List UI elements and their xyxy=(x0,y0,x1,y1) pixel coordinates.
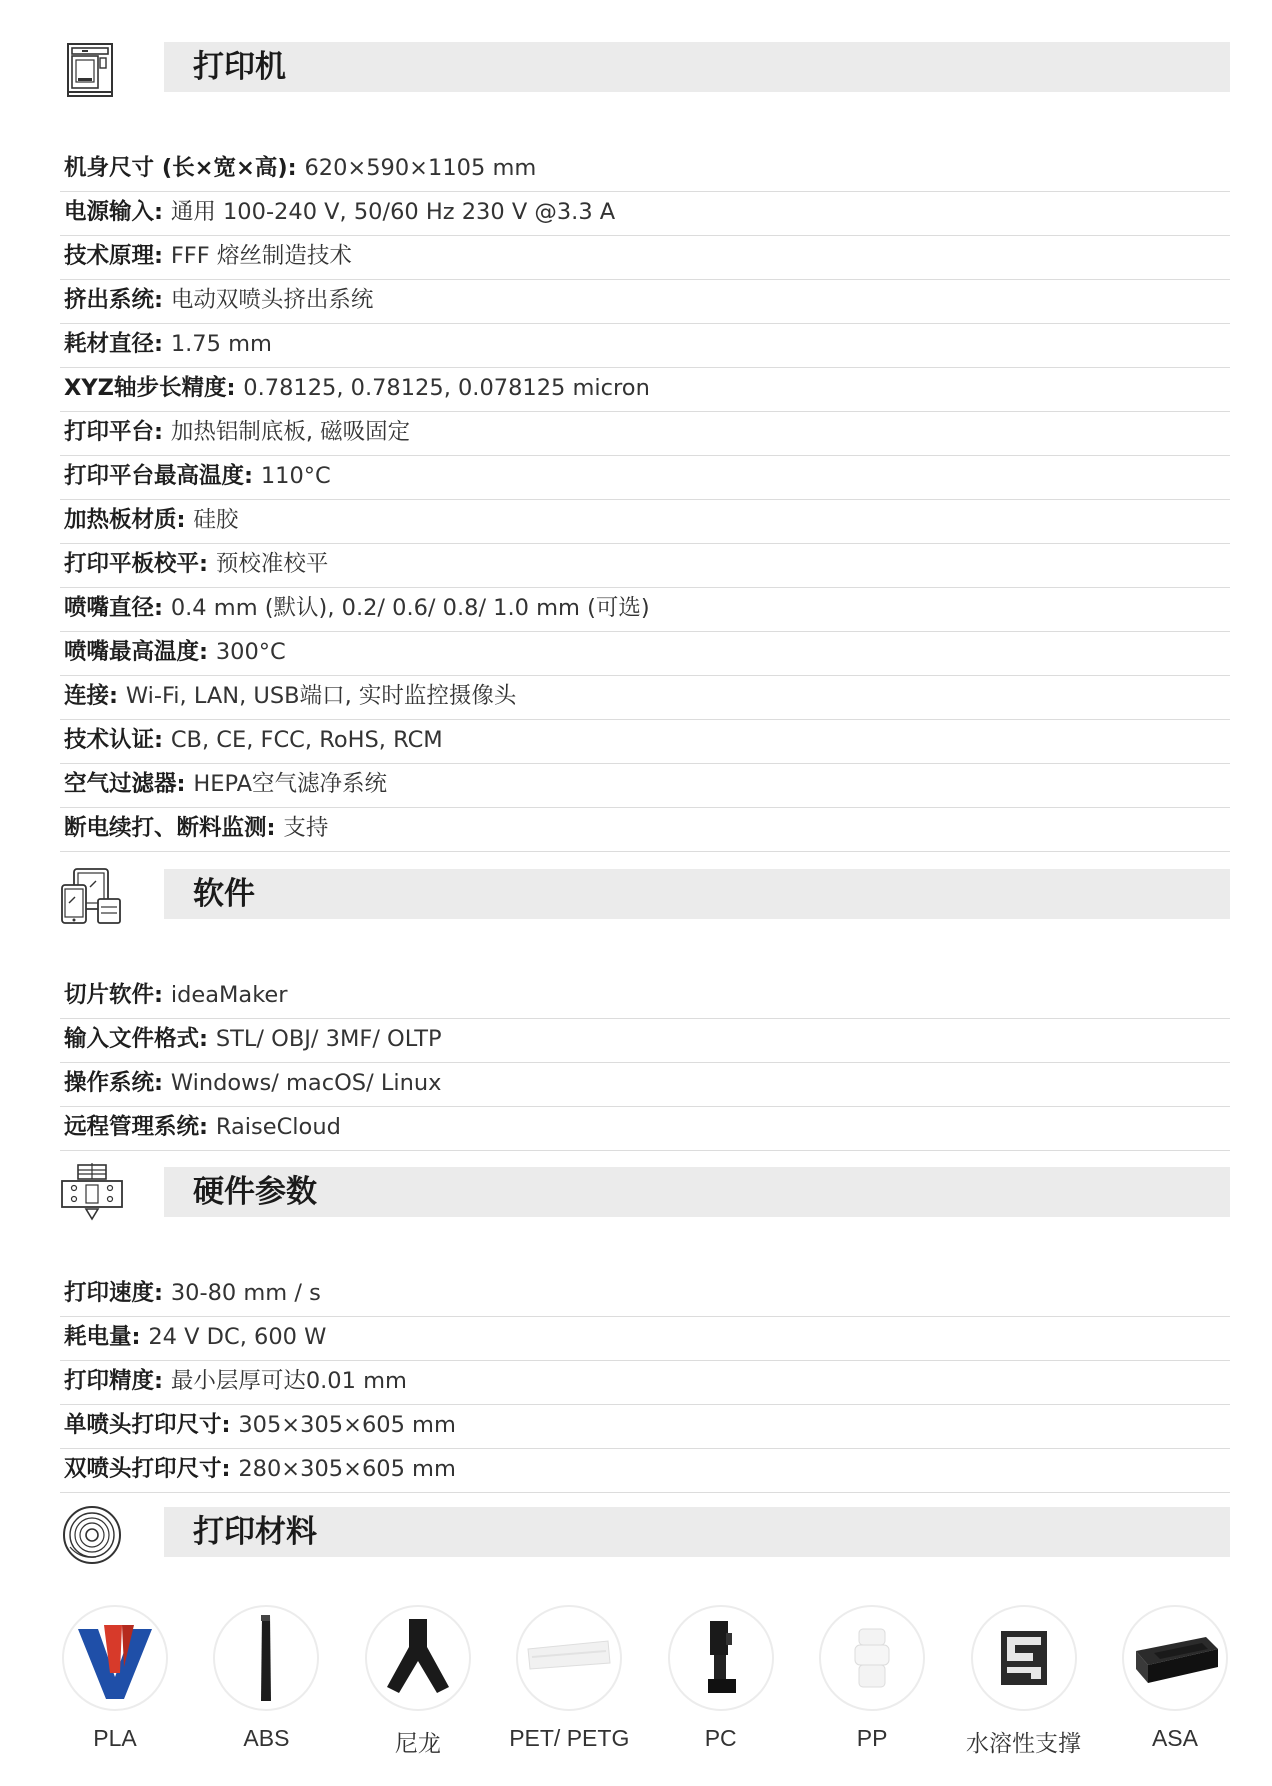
section-title-bar xyxy=(164,42,1230,92)
spec-label: 连接: xyxy=(64,683,126,709)
spec-value: STL/ OBJ/ 3MF/ OLTP xyxy=(215,1026,442,1052)
software-spec-list xyxy=(60,975,1230,1151)
spec-label: 耗电量: xyxy=(64,1324,149,1350)
materials-section xyxy=(60,1503,1230,1575)
section-title-bar xyxy=(164,869,1230,919)
spec-row xyxy=(60,1449,1230,1493)
spec-value: 0.78125, 0.78125, 0.078125 micron xyxy=(243,375,650,401)
spec-value: 最小层厚可达0.01 mm xyxy=(170,1368,407,1394)
material-item xyxy=(60,1605,170,1765)
material-label: PC xyxy=(704,1725,737,1751)
spec-row xyxy=(60,148,1230,192)
spec-label: 打印平板校平: xyxy=(64,551,216,577)
extruder-icon xyxy=(60,1163,124,1227)
hardware-section xyxy=(60,1163,1230,1493)
spec-row xyxy=(60,1317,1230,1361)
devices-icon xyxy=(60,865,124,929)
spec-row xyxy=(60,280,1230,324)
asa-sample-icon xyxy=(1122,1605,1228,1711)
spec-row xyxy=(60,500,1230,544)
spec-value: 通用 100-240 V, 50/60 Hz 230 V @3.3 A xyxy=(170,199,616,225)
material-label: 尼龙 xyxy=(394,1730,441,1756)
spec-row xyxy=(60,1107,1230,1151)
spec-value: Windows/ macOS/ Linux xyxy=(170,1070,442,1096)
section-title: 硬件参数 xyxy=(193,1174,317,1210)
spec-row xyxy=(60,720,1230,764)
spec-row xyxy=(60,456,1230,500)
spec-value: FFF 熔丝制造技术 xyxy=(170,243,352,269)
spec-row xyxy=(60,632,1230,676)
spec-row xyxy=(60,1361,1230,1405)
petg-sample-icon xyxy=(516,1605,622,1711)
hardware-section-header xyxy=(60,1163,1230,1235)
spec-label: 双喷头打印尺寸: xyxy=(64,1456,239,1482)
material-item xyxy=(1120,1605,1230,1765)
spec-label: 喷嘴最高温度: xyxy=(64,639,216,665)
spec-row xyxy=(60,1063,1230,1107)
spec-value: 0.4 mm (默认), 0.2/ 0.6/ 0.8/ 1.0 mm (可选) xyxy=(170,595,650,621)
spec-row xyxy=(60,588,1230,632)
spec-row xyxy=(60,1273,1230,1317)
spec-label: 单喷头打印尺寸: xyxy=(64,1412,239,1438)
material-label: PP xyxy=(856,1725,888,1751)
spec-row xyxy=(60,192,1230,236)
spec-label: 打印平台: xyxy=(64,419,171,445)
spec-row xyxy=(60,236,1230,280)
spec-row xyxy=(60,544,1230,588)
material-label: PET/ PETG xyxy=(509,1725,630,1751)
spec-label: 耗材直径: xyxy=(64,331,171,357)
spec-value: 110°C xyxy=(260,463,331,489)
spec-row xyxy=(60,764,1230,808)
spec-value: 280×305×605 mm xyxy=(238,1456,456,1482)
section-title-bar xyxy=(164,1167,1230,1217)
spec-row xyxy=(60,808,1230,852)
spec-value: CB, CE, FCC, RoHS, RCM xyxy=(170,727,443,753)
spec-value: ideaMaker xyxy=(170,982,288,1008)
spec-label: 输入文件格式: xyxy=(64,1026,216,1052)
spec-value: 305×305×605 mm xyxy=(238,1412,456,1438)
material-label: 水溶性支撑 xyxy=(966,1730,1082,1756)
spec-label: 技术认证: xyxy=(64,727,171,753)
spec-value: 300°C xyxy=(215,639,286,665)
material-item xyxy=(211,1605,321,1765)
section-title: 软件 xyxy=(193,876,255,912)
spec-label: 电源输入: xyxy=(64,199,171,225)
pp-sample-icon xyxy=(819,1605,925,1711)
material-label: PLA xyxy=(93,1725,137,1751)
spec-value: 支持 xyxy=(283,815,329,841)
spec-value: 硅胶 xyxy=(193,507,239,533)
materials-list xyxy=(60,1605,1230,1765)
abs-sample-icon xyxy=(213,1605,319,1711)
pla-sample-icon xyxy=(62,1605,168,1711)
spec-label: 打印平台最高温度: xyxy=(64,463,261,489)
spec-value: 30-80 mm / s xyxy=(170,1280,321,1306)
spec-value: 加热铝制底板, 磁吸固定 xyxy=(170,419,411,445)
section-title: 打印材料 xyxy=(193,1514,317,1550)
spec-value: 24 V DC, 600 W xyxy=(148,1324,327,1350)
material-label: ABS xyxy=(243,1725,290,1751)
material-item xyxy=(509,1605,630,1765)
spec-label: 挤出系统: xyxy=(64,287,171,313)
pc-sample-icon xyxy=(668,1605,774,1711)
material-item xyxy=(363,1605,473,1765)
spec-label: 远程管理系统: xyxy=(64,1114,216,1140)
spec-label: 机身尺寸 (长×宽×高): xyxy=(64,155,305,181)
filament-spool-icon xyxy=(60,1503,124,1567)
spec-label: 技术原理: xyxy=(64,243,171,269)
printer-section xyxy=(60,38,1230,852)
spec-value: 1.75 mm xyxy=(170,331,272,357)
spec-row xyxy=(60,975,1230,1019)
material-item xyxy=(966,1605,1082,1765)
spec-value: 电动双喷头挤出系统 xyxy=(170,287,374,313)
spec-row xyxy=(60,324,1230,368)
material-item xyxy=(817,1605,927,1765)
spec-row xyxy=(60,676,1230,720)
spec-value: HEPA空气滤净系统 xyxy=(193,771,388,797)
spec-label: 喷嘴直径: xyxy=(64,595,171,621)
spec-label: 加热板材质: xyxy=(64,507,194,533)
section-title: 打印机 xyxy=(193,49,286,85)
printer-section-header xyxy=(60,38,1230,110)
printer-icon xyxy=(60,38,124,102)
spec-label: 打印速度: xyxy=(64,1280,171,1306)
software-section xyxy=(60,865,1230,1151)
spec-row xyxy=(60,1019,1230,1063)
software-section-header xyxy=(60,865,1230,937)
soluble-support-sample-icon xyxy=(971,1605,1077,1711)
spec-row xyxy=(60,368,1230,412)
section-title-bar xyxy=(164,1507,1230,1557)
nylon-sample-icon xyxy=(365,1605,471,1711)
material-label: ASA xyxy=(1151,1725,1198,1751)
spec-value: 620×590×1105 mm xyxy=(304,155,537,181)
spec-value: RaiseCloud xyxy=(215,1114,341,1140)
spec-value: 预校准校平 xyxy=(215,551,329,577)
spec-row xyxy=(60,1405,1230,1449)
spec-label: 操作系统: xyxy=(64,1070,171,1096)
materials-section-header xyxy=(60,1503,1230,1575)
spec-row xyxy=(60,412,1230,456)
spec-label: XYZ轴步长精度: xyxy=(64,375,244,401)
material-item xyxy=(666,1605,776,1765)
spec-label: 打印精度: xyxy=(64,1368,171,1394)
spec-label: 断电续打、断料监测: xyxy=(64,815,284,841)
hardware-spec-list xyxy=(60,1273,1230,1493)
printer-spec-list xyxy=(60,148,1230,852)
spec-label: 空气过滤器: xyxy=(64,771,194,797)
spec-label: 切片软件: xyxy=(64,982,171,1008)
spec-value: Wi-Fi, LAN, USB端口, 实时监控摄像头 xyxy=(125,683,517,709)
